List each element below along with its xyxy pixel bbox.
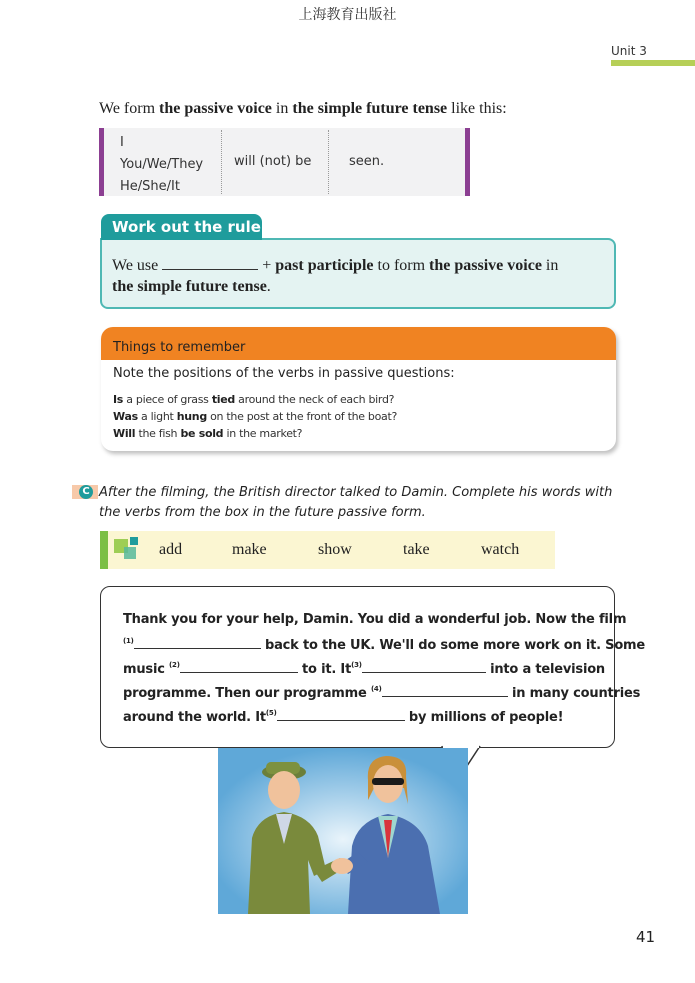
answer-blank-3[interactable]	[362, 660, 486, 673]
answer-blank-2[interactable]	[180, 660, 298, 673]
table-divider	[221, 130, 222, 194]
speech-text: to it. It	[302, 662, 352, 677]
word-add: add	[159, 541, 183, 558]
answer-blank-5[interactable]	[277, 708, 405, 721]
rule-answer-blank[interactable]	[162, 256, 258, 270]
handshake-illustration-icon	[218, 748, 468, 914]
intro-mid: in	[271, 100, 293, 117]
remember-example	[113, 427, 302, 440]
example-verb: Is	[113, 393, 124, 406]
blank-number-2: (2)	[169, 661, 180, 669]
intro-suffix: like this:	[447, 100, 507, 117]
example-verb: Was	[113, 410, 138, 423]
example-verb: tied	[211, 393, 235, 406]
blank-number-5: (5)	[265, 709, 277, 717]
example-text: a piece of grass	[123, 393, 212, 406]
intro-prefix: We form	[99, 100, 160, 117]
rule-end: .	[266, 278, 271, 295]
remember-example	[113, 410, 397, 423]
decor-square-icon	[124, 547, 136, 559]
decor-square-icon	[130, 537, 138, 545]
example-text: on the post at the front of the boat?	[206, 410, 398, 423]
example-text: around the neck of each bird?	[234, 393, 395, 406]
table-right-border	[465, 128, 470, 196]
word-make: make	[232, 541, 267, 558]
speech-line-4	[123, 684, 640, 701]
exercise-letter-badge: C	[79, 485, 93, 499]
intro-sentence	[99, 100, 507, 118]
table-subjects	[120, 132, 203, 198]
speech-text: programme. Then our programme	[123, 686, 367, 701]
example-verb: be sold	[180, 427, 224, 440]
rule-bold-voice: the passive voice	[429, 257, 542, 274]
answer-blank-1[interactable]	[134, 636, 261, 649]
answer-blank-4[interactable]	[382, 684, 508, 697]
table-divider	[328, 130, 329, 194]
blank-number-4: (4)	[370, 685, 382, 693]
subject-he-she-it: He/She/It	[120, 179, 180, 194]
page-number: 41	[636, 928, 656, 946]
intro-bold-voice: the passive voice	[159, 100, 272, 117]
rule-in: in	[541, 257, 559, 274]
table-left-border	[99, 128, 104, 196]
subject-you-we-they: You/We/They	[120, 157, 204, 172]
speech-line-1: Thank you for your help, Damin. You did a wonderful job. Now the film	[123, 612, 627, 627]
example-text: in the market?	[223, 427, 303, 440]
exercise-instruction: After the filming, the British director talked to Damin. Complete his words with the verbs from the box in the future passive form.	[99, 485, 613, 520]
unit-accent-bar	[611, 60, 695, 66]
speech-text: music	[123, 662, 165, 677]
speech-line-5	[123, 708, 563, 725]
speech-text: back to the UK. We'll do some more work on it. Some	[265, 638, 646, 653]
grammar-table	[99, 128, 470, 196]
table-participle: seen.	[349, 154, 385, 169]
word-take: take	[403, 541, 430, 558]
rule-text	[112, 255, 607, 297]
rule-title: Work out the rule	[101, 214, 262, 240]
rule-bold-participle: past participle	[275, 257, 374, 274]
rule-to-form: to form	[373, 257, 430, 274]
speech-text: by millions of people!	[408, 710, 564, 725]
speech-text: around the world. It	[123, 710, 266, 725]
speech-line-2	[123, 636, 645, 653]
unit-label: Unit 3	[611, 44, 647, 58]
speech-text: in many countries	[511, 686, 641, 701]
word-box-strip	[100, 531, 108, 569]
word-watch: watch	[481, 541, 520, 558]
table-verb: will (not) be	[234, 154, 312, 169]
word-show: show	[318, 541, 352, 558]
example-text: a light	[137, 410, 177, 423]
publisher-name: 上海教育出版社	[298, 7, 397, 23]
rule-we-use: We use	[112, 257, 159, 274]
example-verb: hung	[176, 410, 207, 423]
remember-note: Note the positions of the verbs in passive questions:	[113, 366, 455, 381]
blank-number-3: (3)	[351, 661, 362, 669]
example-text: the fish	[135, 427, 181, 440]
intro-bold-tense: the simple future tense	[292, 100, 448, 117]
rule-bold-tense: the simple future tense	[112, 278, 267, 295]
remember-title: Things to remember	[113, 340, 246, 355]
blank-number-1: (1)	[123, 637, 134, 645]
speech-line-3	[123, 660, 605, 677]
speech-text: into a television	[490, 662, 605, 677]
remember-example	[113, 393, 394, 406]
subject-i: I	[120, 135, 124, 150]
rule-plus: +	[262, 257, 272, 274]
example-verb: Will	[113, 427, 136, 440]
